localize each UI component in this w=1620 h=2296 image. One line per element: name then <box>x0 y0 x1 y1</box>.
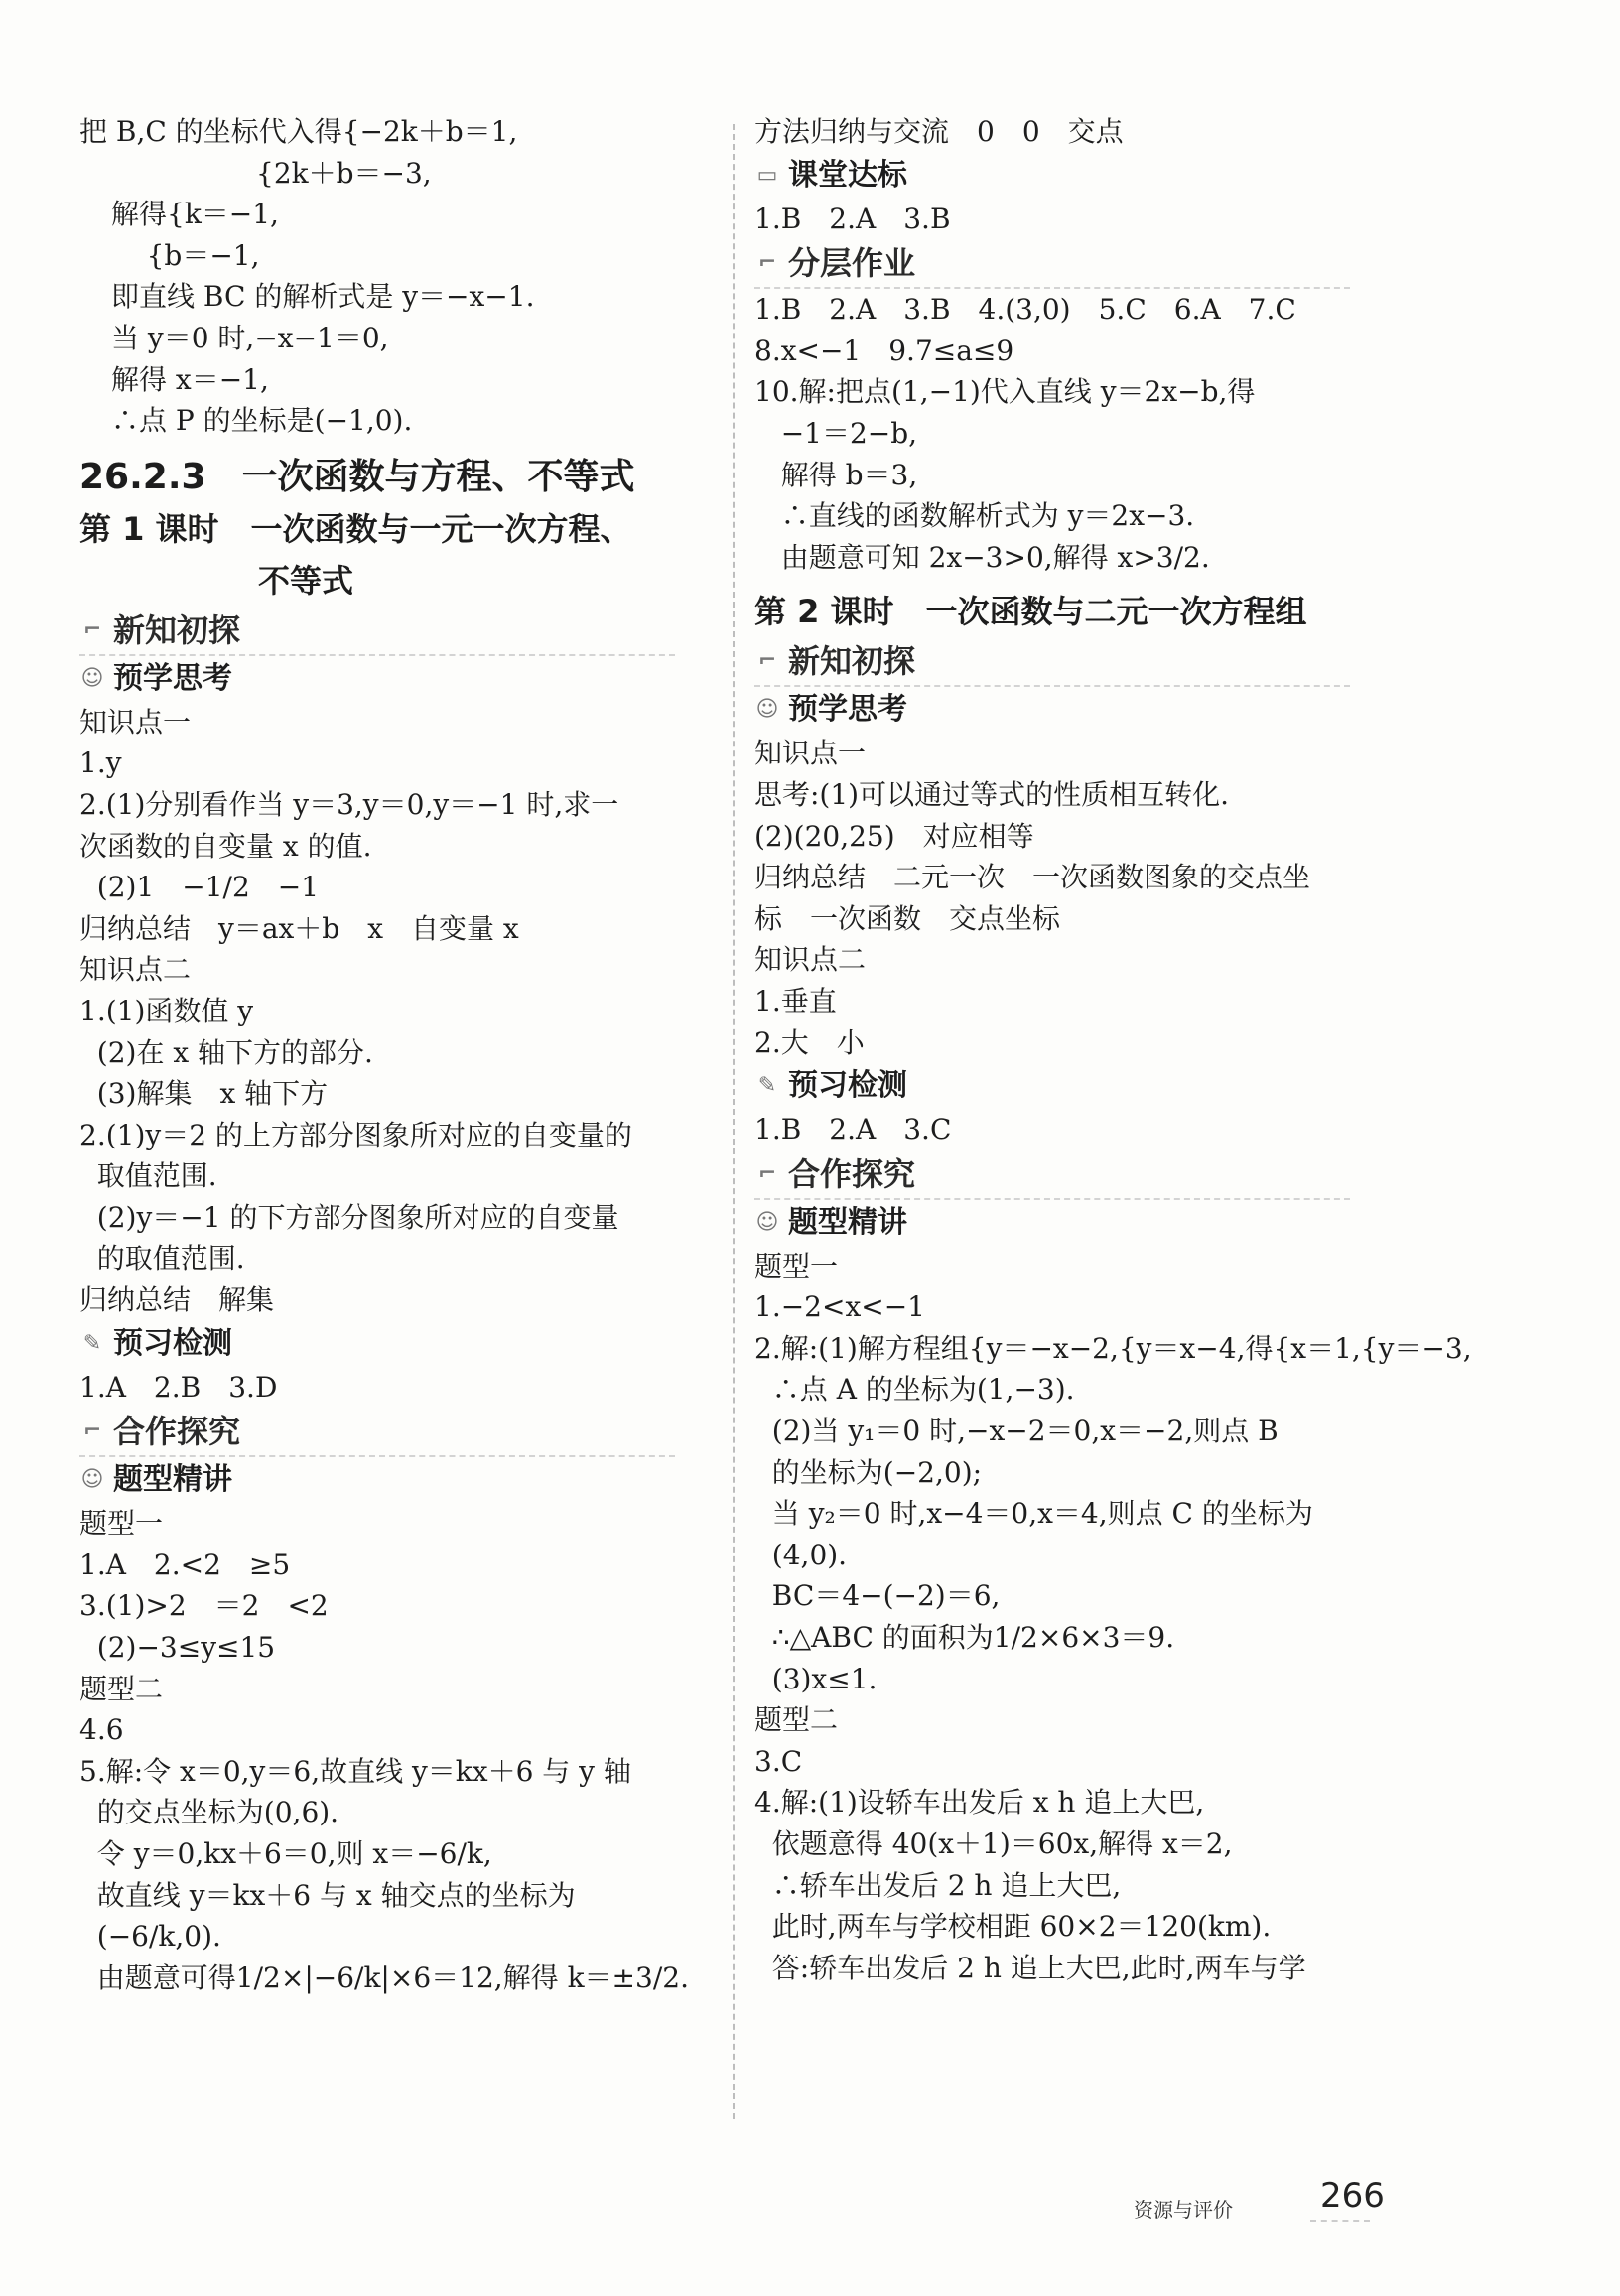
bookmark-icon: ⌐ <box>82 1418 102 1444</box>
heading-yuxi <box>754 1063 1390 1109</box>
text-line: ∴轿车出发后 2 h 追上大巴, <box>754 1868 1122 1902</box>
text-line: 10.解:把点(1,−1)代入直线 y＝2x−b,得 <box>754 375 1256 409</box>
text-line: 4.解:(1)设轿车出发后 x h 追上大巴, <box>754 1786 1205 1820</box>
person-icon: ☺ <box>80 665 104 691</box>
heading-tixing <box>79 1457 705 1503</box>
text-line: 1.A 2.<2 ≥5 <box>79 1548 291 1581</box>
text-line: 的交点坐标为(0,6). <box>79 1796 339 1829</box>
text-line: 8.x<−1 9.7≤a≤9 <box>754 334 1014 367</box>
text-line: 1.A 2.B 3.D <box>79 1370 278 1404</box>
text-line: 由题意可知 2x−3>0,解得 x>3/2. <box>754 540 1210 574</box>
text-line: 的坐标为(−2,0); <box>754 1455 983 1489</box>
heading-yuxi <box>79 1321 705 1367</box>
text-line: 1.B 2.A 3.C <box>754 1113 952 1147</box>
text-line: 题型一 <box>754 1249 839 1283</box>
heading-label: 预学思考 <box>788 692 907 728</box>
heading-label: 合作探究 <box>113 1413 241 1451</box>
text-line: 归纳总结 二元一次 一次函数图象的交点坐 <box>754 861 1311 894</box>
text-line: 4.6 <box>79 1713 124 1747</box>
text-line: 取值范围. <box>79 1159 217 1193</box>
text-line: (2)当 y₁＝0 时,−x−2＝0,x＝−2,则点 B <box>754 1415 1279 1448</box>
text-line: (2)−3≤y≤15 <box>79 1631 276 1665</box>
text-line: (−6/k,0). <box>79 1920 221 1954</box>
bookmark-icon: ⌐ <box>757 1160 777 1186</box>
text-line: 此时,两车与学校相距 60×2＝120(km). <box>754 1910 1272 1944</box>
heading-label: 预习检测 <box>788 1068 907 1104</box>
people-icon: ☺ <box>80 1467 104 1493</box>
text-line: (3)x≤1. <box>754 1662 878 1695</box>
text-line: 题型二 <box>79 1672 164 1705</box>
text-line: 题型一 <box>79 1507 164 1541</box>
heading-label: 新知初探 <box>113 610 241 649</box>
heading-label: 题型精讲 <box>788 1204 907 1240</box>
heading-yuxue <box>79 656 705 702</box>
text-line: 故直线 y＝kx＋6 与 x 轴交点的坐标为 <box>79 1878 576 1912</box>
person-icon: ☺ <box>755 697 779 723</box>
bookmark-icon: ⌐ <box>757 648 777 674</box>
text-line: 1.(1)函数值 y <box>79 994 254 1027</box>
text-line: 次函数的自变量 x 的值. <box>79 829 372 863</box>
text-line: (4,0). <box>754 1538 848 1571</box>
text-line: 2.解:(1)解方程组{y＝−x−2,{y＝x−4,得{x＝1,{y＝−3, <box>754 1331 1472 1365</box>
text-line: 3.C <box>754 1744 803 1778</box>
bookmark-icon: ⌐ <box>757 250 777 276</box>
text-line: 归纳总结 解集 <box>79 1283 275 1317</box>
text-line: {b＝−1, <box>111 238 260 272</box>
pencil-icon: ✎ <box>82 1330 102 1356</box>
text-line: 方法归纳与交流 0 0 交点 <box>754 115 1124 148</box>
text-line: 标 一次函数 交点坐标 <box>754 901 1061 935</box>
text-line: 当 y₂＝0 时,x−4＝0,x＝4,则点 C 的坐标为 <box>754 1497 1313 1531</box>
heading-label: 分层作业 <box>788 244 916 283</box>
heading-ketang <box>754 153 1390 199</box>
text-line: {2k＋b＝−3, <box>79 156 432 190</box>
text-line: 2.(1)y＝2 的上方部分图象所对应的自变量的 <box>79 1118 632 1151</box>
text-line: 题型二 <box>754 1703 839 1737</box>
lesson-title: 第 2 课时 一次函数与二元一次方程组 <box>754 593 1307 631</box>
text-line: 的取值范围. <box>79 1242 245 1276</box>
text-line: 答:轿车出发后 2 h 追上大巴,此时,两车与学 <box>754 1951 1306 1984</box>
page-number: 266 <box>1320 2176 1385 2216</box>
text-line: 令 y＝0,kx＋6＝0,则 x＝−6/k, <box>79 1837 492 1870</box>
text-line: 知识点一 <box>754 737 867 770</box>
text-line: 解得 x＝−1, <box>111 362 269 396</box>
heading-yuxue <box>754 687 1390 733</box>
section-title: 26.2.3 一次函数与方程、不等式 <box>79 456 635 497</box>
text-line: (3)解集 x 轴下方 <box>79 1077 329 1111</box>
text-line: 知识点二 <box>754 943 867 977</box>
footer-label: 资源与评价 <box>1134 2198 1233 2222</box>
heading-label: 题型精讲 <box>113 1462 232 1498</box>
heading-fenceng <box>754 239 1350 289</box>
text-line: 知识点二 <box>79 953 192 987</box>
text-line: (2)1 −1/2 −1 <box>79 871 320 904</box>
heading-label: 预学思考 <box>113 660 232 696</box>
heading-label: 预习检测 <box>113 1325 232 1361</box>
bookmark-icon: ⌐ <box>82 616 102 642</box>
text-line: ∴点 P 的坐标是(−1,0). <box>111 404 413 438</box>
right-column <box>754 111 1472 1988</box>
text-line: 3.(1)>2 ＝2 <2 <box>79 1589 329 1623</box>
text-line: 即直线 BC 的解析式是 y＝−x−1. <box>111 280 535 314</box>
heading-label: 合作探究 <box>788 1154 916 1193</box>
pencil-icon: ✎ <box>757 1073 777 1099</box>
text-line: 把 B,C 的坐标代入得{−2k＋b＝1, <box>79 115 518 148</box>
text-line: (2)(20,25) 对应相等 <box>754 819 1034 853</box>
text-line: 1.y <box>79 746 122 780</box>
text-line: 知识点一 <box>79 705 192 739</box>
text-line: (2)y＝−1 的下方部分图象所对应的自变量 <box>79 1200 619 1234</box>
lesson-title-cont: 不等式 <box>258 561 354 600</box>
column-divider <box>733 124 735 2119</box>
text-line: 当 y＝0 时,−x−1＝0, <box>111 321 389 354</box>
heading-hezuo <box>79 1408 675 1457</box>
lesson-title: 第 1 课时 一次函数与一元一次方程、 <box>79 509 632 548</box>
heading-tixing <box>754 1200 1390 1246</box>
text-line: 由题意可得1/2×|−6/k|×6＝12,解得 k＝±3/2. <box>79 1960 689 1994</box>
text-line: 解得{k＝−1, <box>111 198 279 231</box>
text-line: 解得 b＝3, <box>754 458 918 491</box>
text-line: 2.(1)分别看作当 y＝3,y＝0,y＝−1 时,求一 <box>79 787 619 821</box>
heading-xinzhi <box>79 607 675 656</box>
text-line: 1.B 2.A 3.B <box>754 202 951 235</box>
text-line: 归纳总结 y＝ax＋b x 自变量 x <box>79 911 519 945</box>
text-line: −1＝2−b, <box>754 416 918 450</box>
text-line: (2)在 x 轴下方的部分. <box>79 1035 373 1069</box>
text-line: 1.−2<x<−1 <box>754 1290 925 1324</box>
book-icon: ▭ <box>756 162 778 188</box>
heading-label: 新知初探 <box>788 642 916 681</box>
text-line: 1.垂直 <box>754 984 837 1017</box>
left-column <box>79 111 705 1998</box>
text-line: 思考:(1)可以通过等式的性质相互转化. <box>754 777 1229 811</box>
text-line: ∴点 A 的坐标为(1,−3). <box>754 1373 1075 1407</box>
heading-label: 课堂达标 <box>788 157 907 193</box>
text-line: 2.大 小 <box>754 1025 865 1059</box>
people-icon: ☺ <box>755 1209 779 1235</box>
heading-xinzhi <box>754 637 1350 687</box>
text-line: 5.解:令 x＝0,y＝6,故直线 y＝kx＋6 与 y 轴 <box>79 1754 631 1788</box>
footer-rule <box>1310 2220 1370 2222</box>
heading-hezuo <box>754 1150 1350 1200</box>
text-line: BC＝4−(−2)＝6, <box>754 1579 1001 1613</box>
text-line: ∴直线的函数解析式为 y＝2x−3. <box>754 499 1195 533</box>
text-line: ∴△ABC 的面积为1/2×6×3＝9. <box>754 1621 1175 1655</box>
text-line: 1.B 2.A 3.B 4.(3,0) 5.C 6.A 7.C <box>754 293 1296 327</box>
text-line: 依题意得 40(x＋1)＝60x,解得 x＝2, <box>754 1827 1233 1860</box>
